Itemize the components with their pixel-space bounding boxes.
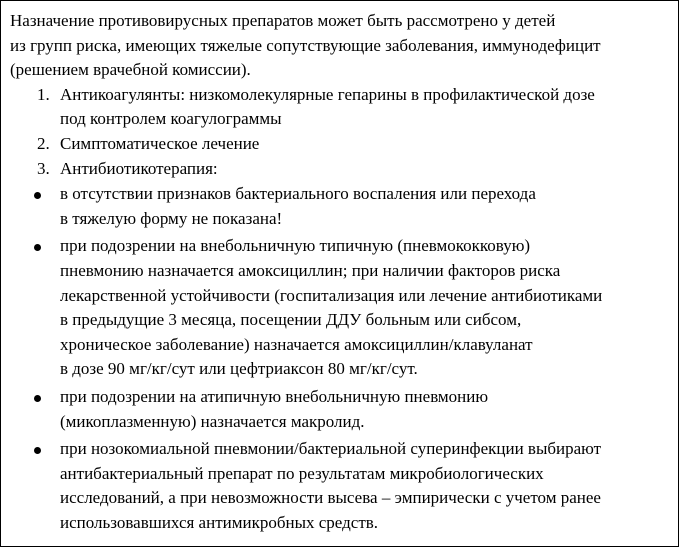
bullet-line: при подозрении на внебольничную типичную (пневмококковую) bbox=[60, 236, 531, 256]
bullet-line: хроническое заболевание) назначается амоксициллин/клавуланат bbox=[60, 334, 533, 354]
bullet-line: в предыдущие 3 месяца, посещении ДДУ больным или сибсом, bbox=[60, 310, 522, 330]
bullet-line: при подозрении на атипичную внебольничную пневмонию bbox=[60, 386, 489, 406]
bullet-line: исследований, а при невозможности высева – эмпирически с учетом ранее bbox=[60, 488, 601, 508]
bullet-line: использовавшихся антимикробных средств. bbox=[60, 512, 379, 532]
bullet-item bbox=[10, 234, 674, 382]
item-line: Антикоагулянты: низкомолекулярные гепарины в профилактической дозе bbox=[60, 84, 595, 104]
bullet-line: лекарственной устойчивости (госпитализация или лечение антибиотиками bbox=[60, 285, 603, 305]
bullet-line: (микоплазменную) назначается макролид. bbox=[60, 411, 365, 431]
bullet-line: в тяжелую форму не показана! bbox=[60, 208, 283, 228]
item-line: Антибиотикотерапия: bbox=[60, 158, 218, 178]
intro-line: Назначение противовирусных препаратов может быть рассмотрено у детей bbox=[10, 11, 556, 30]
bullet-line: антибактериальный препарат по результатам микробиологических bbox=[60, 463, 544, 483]
bullet-item bbox=[10, 182, 674, 231]
numbered-list bbox=[10, 83, 674, 181]
document-body bbox=[10, 9, 674, 535]
bullet-icon bbox=[34, 447, 41, 454]
bullet-list bbox=[10, 182, 674, 535]
bullet-icon bbox=[34, 244, 41, 251]
numbered-item bbox=[10, 83, 674, 132]
bullet-icon bbox=[34, 192, 41, 199]
item-number: 2. bbox=[37, 133, 50, 153]
bullet-line: при нозокомиальной пневмонии/бактериальной суперинфекции выбирают bbox=[60, 439, 602, 459]
item-number: 1. bbox=[37, 84, 50, 104]
intro-paragraph bbox=[10, 9, 674, 83]
bullet-item bbox=[10, 437, 674, 535]
item-line: Симптоматическое лечение bbox=[60, 133, 260, 153]
bullet-line: в отсутствии признаков бактериального воспаления или перехода bbox=[60, 184, 536, 204]
intro-line: (решением врачебной комиссии). bbox=[10, 60, 251, 80]
bullet-line: в дозе 90 мг/кг/сут или цефтриаксон 80 мг/кг/сут. bbox=[60, 359, 418, 379]
intro-line: из групп риска, имеющих тяжелые сопутствующие заболевания, иммунодефицит bbox=[10, 35, 601, 55]
bullet-icon bbox=[34, 395, 41, 402]
item-number: 3. bbox=[37, 158, 50, 178]
bullet-item bbox=[10, 385, 674, 434]
numbered-item bbox=[10, 157, 674, 182]
item-line: под контролем коагулограммы bbox=[60, 109, 282, 129]
bullet-line: пневмонию назначается амоксициллин; при наличии факторов риска bbox=[60, 260, 561, 280]
numbered-item bbox=[10, 132, 674, 157]
